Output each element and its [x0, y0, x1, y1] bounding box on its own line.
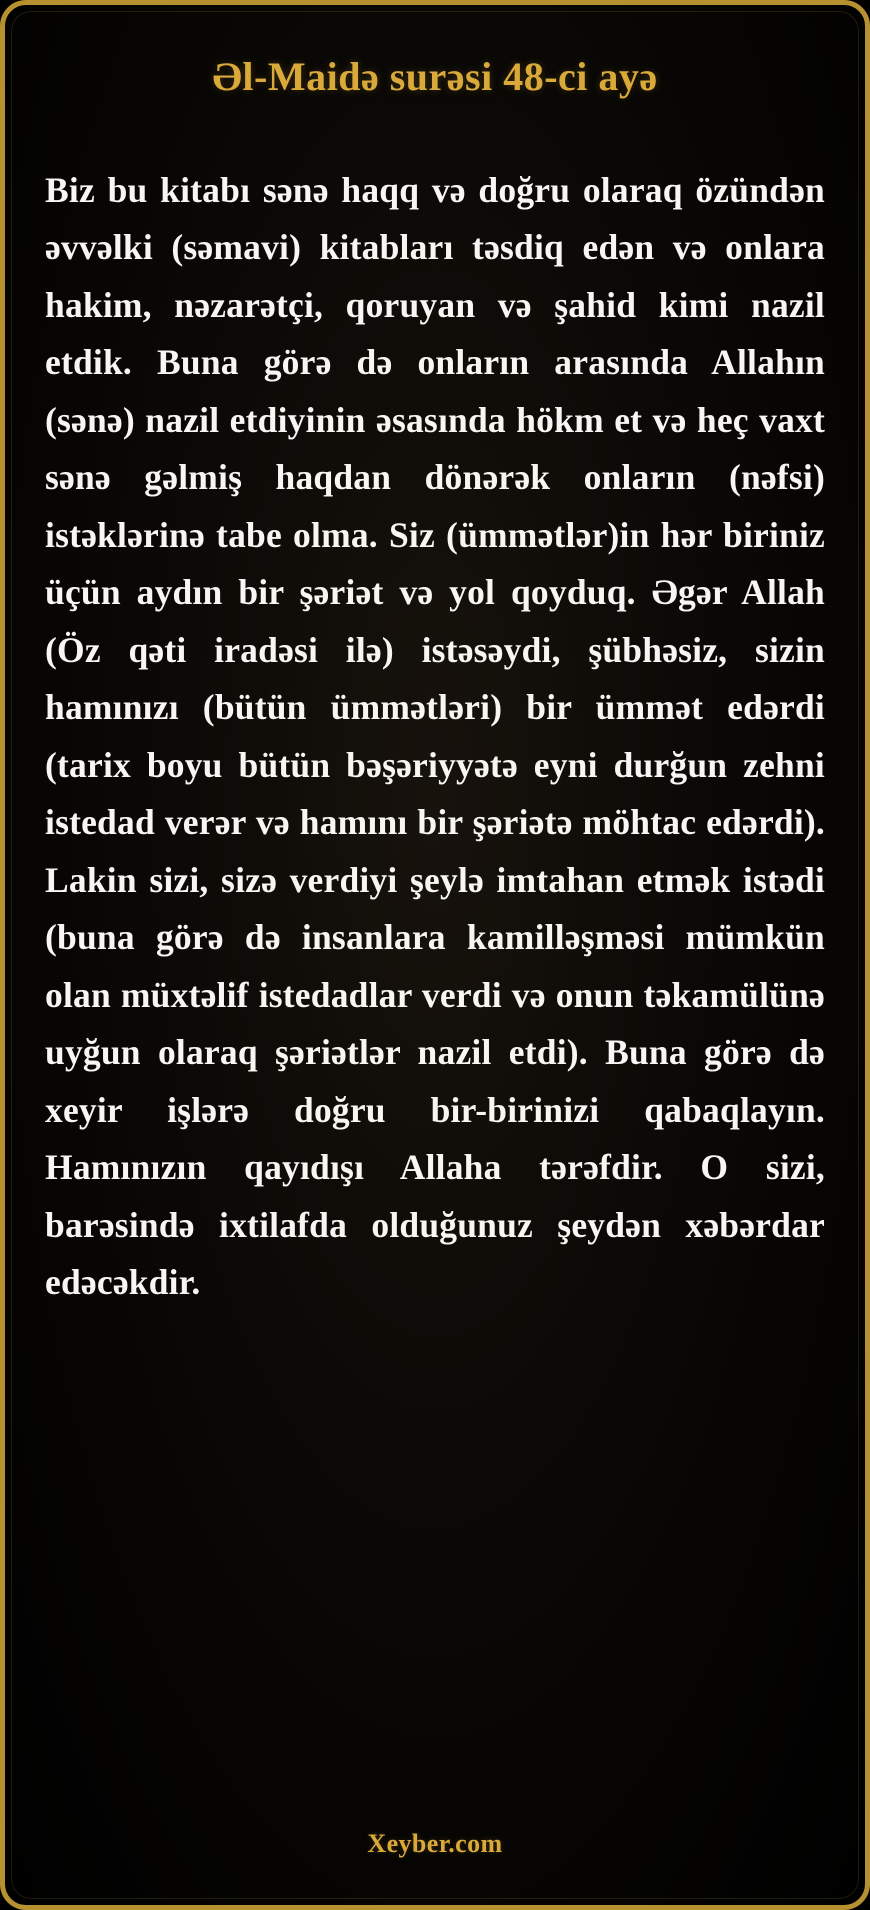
site-credit: Xeyber.com	[367, 1829, 503, 1858]
ayah-text: Biz bu kitabı sənə haqq və doğru olaraq özündən əvvəlki (səmavi) kitabları təsdiq edən və onlara hakim, nəzarətçi, qoruyan və şahid kimi nazil etdik. Buna görə də onların arasında Allahın (sənə) nazil etdiyinin əsasında hökm et və heç vaxt sənə gəlmiş haqdan dönərək onların (nəfsi) istəklərinə tabe olma. Siz (ümmətlər)in hər biriniz üçün aydın bir şəriət və yol qoyduq. Əgər Allah (Öz qəti iradəsi ilə) istəsəydi, şübhəsiz, sizin hamınızı (bütün ümmətləri) bir ümmət edərdi (tarix boyu bütün bəşəriyyətə eyni durğun zehni istedad verər və hamını bir şəriətə möhtac edərdi). Lakin sizi, sizə verdiyi şeylə imtahan etmək istədi (buna görə də insanlara kamilləşməsi mümkün olan müxtəlif istedadlar verdi və onun təkamülünə uyğun olaraq şəriətlər nazil etdi). Buna görə də xeyir işlərə doğru bir-birinizi qabaqlayın. Hamınızın qayıdışı Allaha tərəfdir. O sizi, barəsində ixtilafda olduğunuz şeydən xəbərdar edəcəkdir.	[45, 169, 825, 1302]
page-title: Əl-Maidə surəsi 48-ci ayə	[212, 54, 658, 99]
spacer	[43, 1347, 827, 1829]
